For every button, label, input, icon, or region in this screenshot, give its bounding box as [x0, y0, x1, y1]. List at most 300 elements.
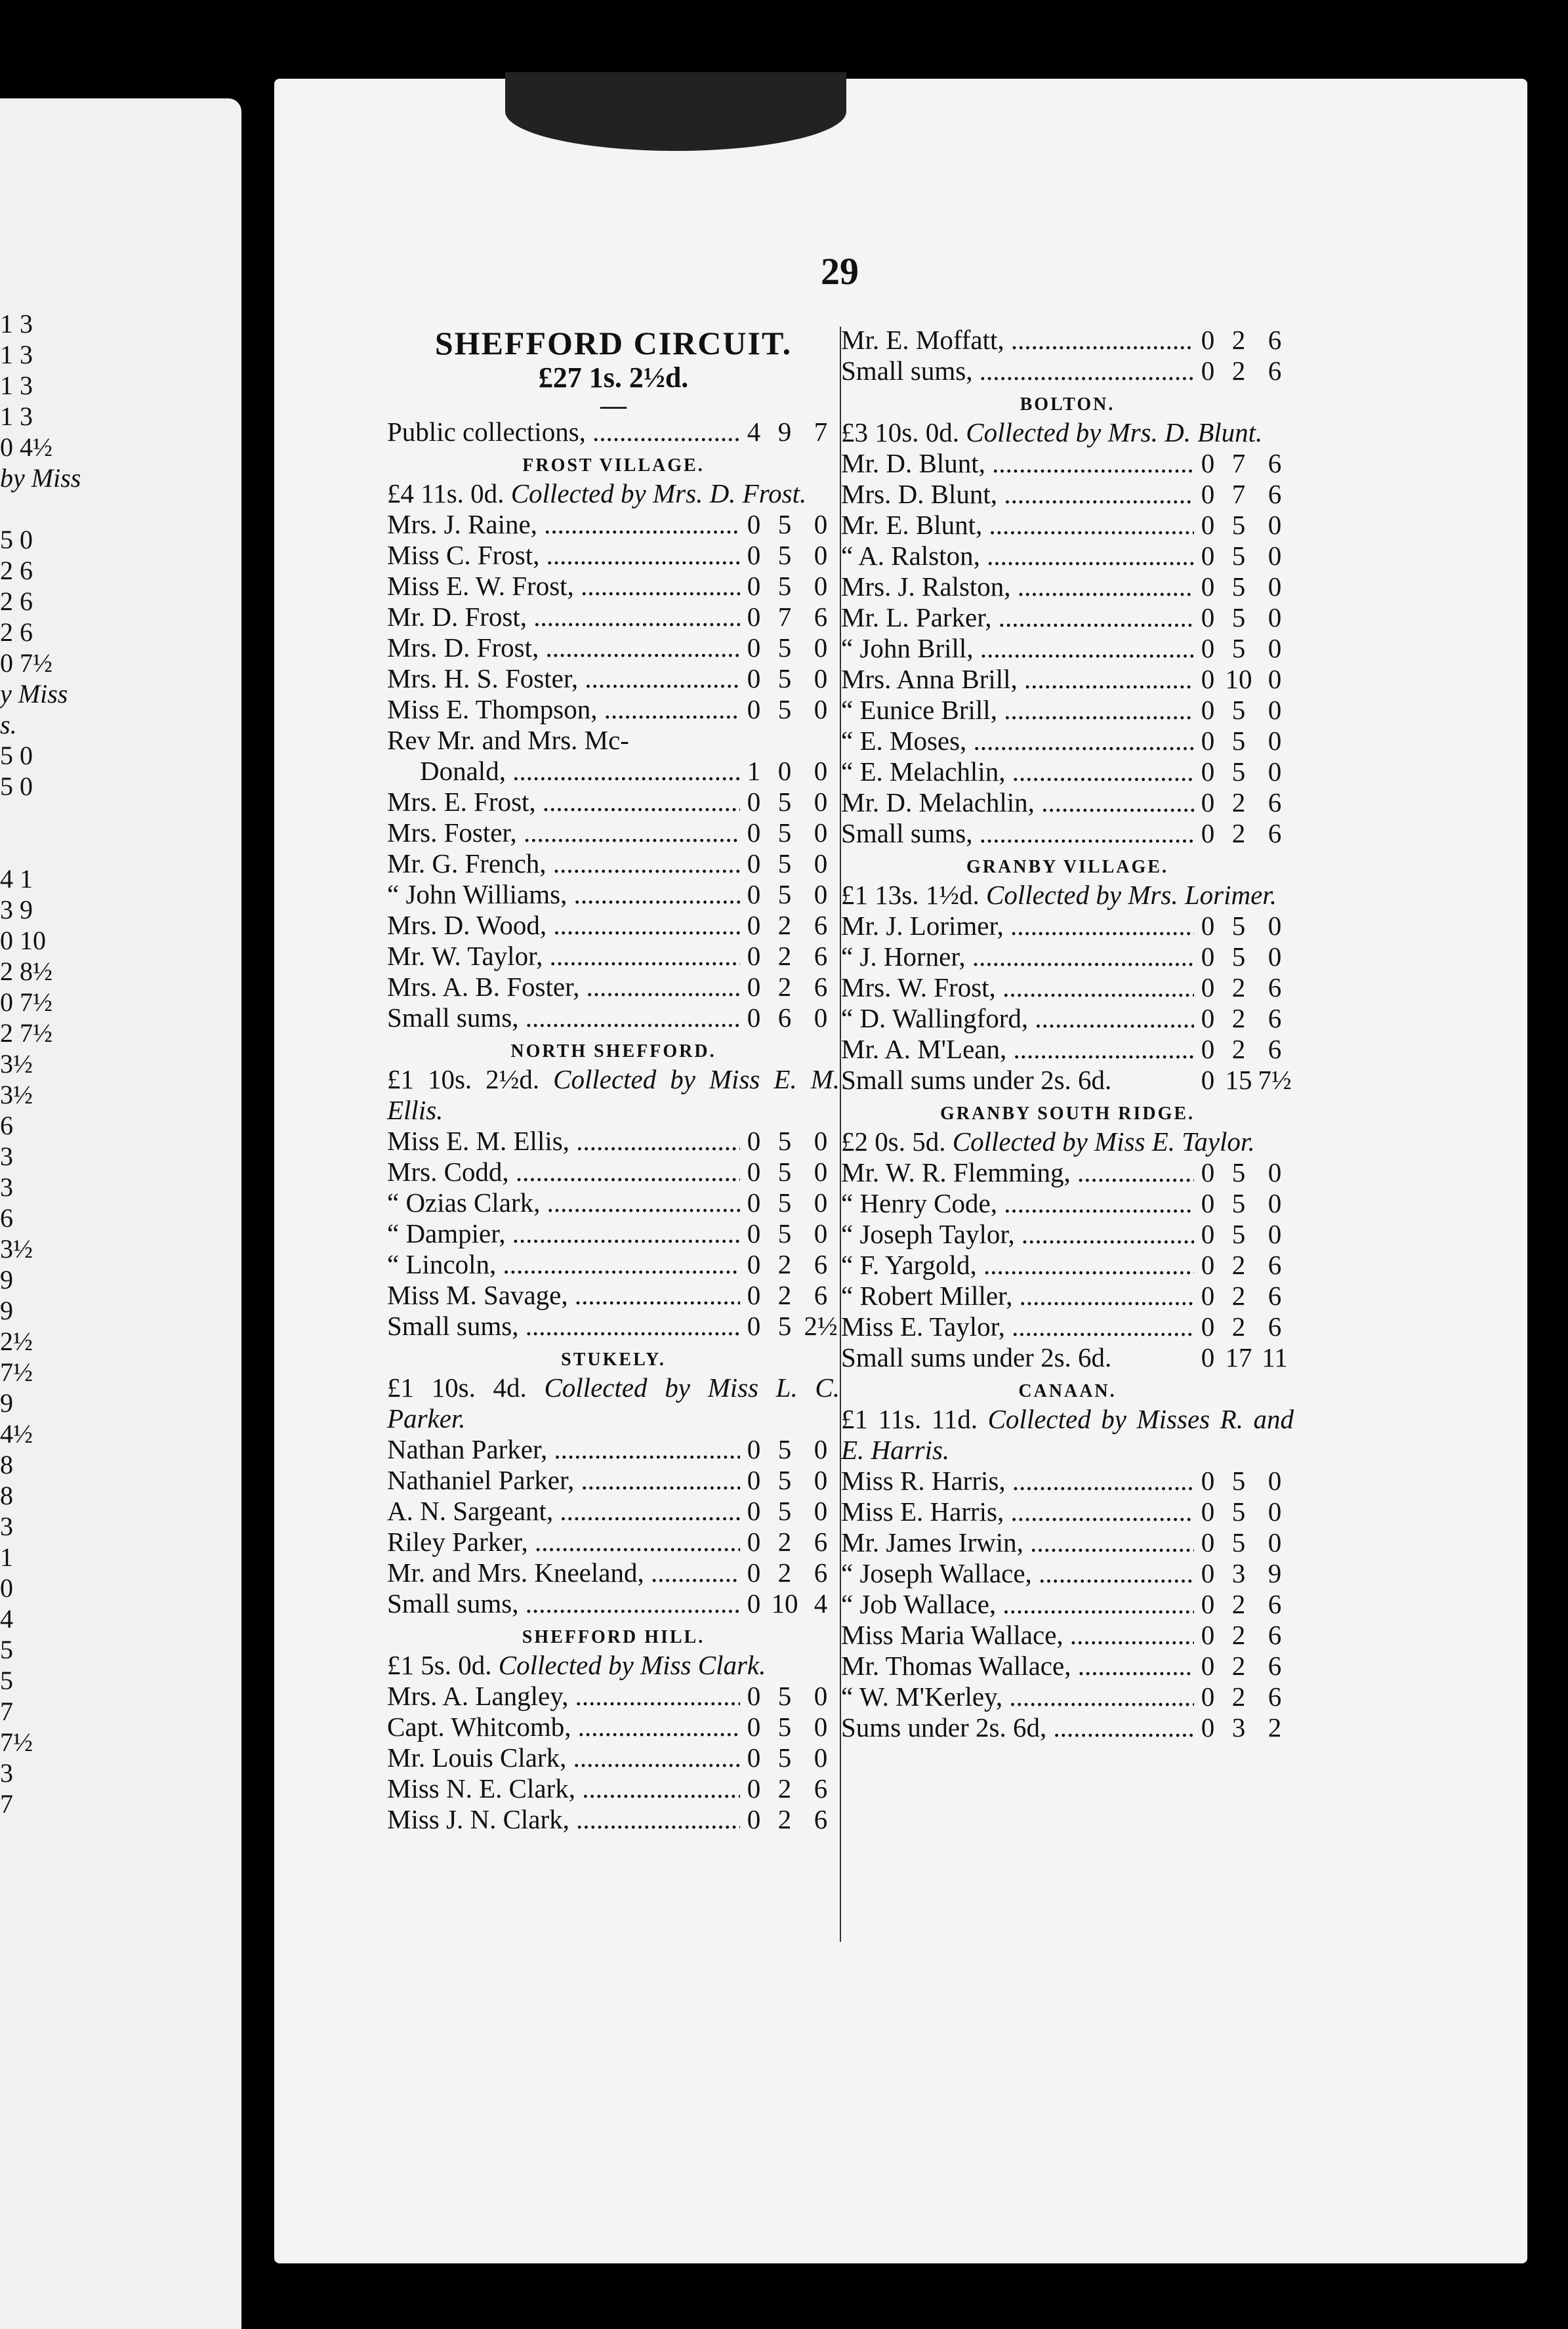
entry-name: Nathaniel Parker, ..... — [387, 1465, 740, 1496]
entry-name: Mr. E. Blunt, ..... — [841, 510, 1194, 541]
left-page-fragments — [0, 308, 118, 1819]
entry-pence: 0 — [814, 817, 828, 848]
collected-amount: £1 13s. 1½d. — [841, 880, 986, 910]
entry-pounds: 0 — [1201, 1034, 1215, 1064]
entry-row — [387, 1557, 840, 1588]
entry-pounds: 0 — [1201, 1589, 1215, 1619]
entry-pounds: 0 — [1201, 695, 1215, 725]
entry-row — [387, 817, 840, 848]
entry-row — [841, 633, 1294, 664]
entry-row — [387, 602, 840, 632]
entry-name: “ Lincoln, ..... — [387, 1249, 740, 1280]
entry-pence: 6 — [814, 1249, 828, 1279]
entry-name: Miss C. Frost, ..... — [387, 540, 740, 571]
entry-name: Small sums, ..... — [841, 818, 1194, 849]
entry-pence: 0 — [814, 756, 828, 786]
entry-pounds: 0 — [747, 571, 761, 601]
entry-row — [841, 664, 1294, 695]
entry-pounds: 0 — [1201, 1157, 1215, 1187]
fragment-line: 5 0 — [0, 772, 33, 801]
entry-row — [387, 787, 840, 817]
fragment-line: 9 — [0, 1388, 13, 1418]
entry-row — [841, 1651, 1294, 1681]
fragment-line: 0 10 — [0, 926, 46, 955]
entry-name: Capt. Whitcomb, ..... — [387, 1712, 740, 1742]
entry-row — [387, 910, 840, 941]
entry-name: Mr. D. Frost, ..... — [387, 602, 740, 632]
left-column — [387, 325, 840, 1835]
entry-name: “ Joseph Wallace, ..... — [841, 1558, 1194, 1589]
fragment-line: 4 — [0, 1604, 13, 1634]
fragment-line: 7 — [0, 1697, 13, 1726]
collected-by: Collected by Miss Clark. — [498, 1650, 766, 1680]
entry-pounds: 0 — [1201, 941, 1215, 972]
entry-row — [387, 1249, 840, 1280]
entry-shillings: 5 — [777, 879, 792, 909]
fragment-line — [0, 833, 118, 863]
entry-shillings: 5 — [1231, 756, 1246, 787]
entry-pence: 0 — [814, 663, 828, 693]
entry-shillings: 5 — [1231, 941, 1246, 972]
entry-shillings: 2 — [777, 1527, 792, 1557]
entry-pounds: 0 — [1201, 756, 1215, 787]
entry-pence: 0 — [814, 1218, 828, 1248]
entry-pounds: 0 — [747, 1280, 761, 1310]
entry-pounds: 0 — [747, 1588, 761, 1618]
entry-row — [841, 787, 1294, 818]
entry-pounds: 0 — [1201, 1712, 1215, 1742]
collected-by: Collected by Mrs. D. Blunt. — [966, 417, 1263, 447]
entry-name: Mrs. W. Frost, ..... — [841, 972, 1194, 1003]
page-number: 29 — [821, 250, 859, 293]
entry-pounds: 1 — [747, 756, 761, 786]
entry-row — [387, 1218, 840, 1249]
fragment-line: by Miss — [0, 463, 81, 493]
entry-name: “ Job Wallace, ..... — [841, 1589, 1194, 1620]
entry-shillings: 5 — [777, 663, 792, 693]
entry-shillings: 5 — [777, 694, 792, 724]
fragment-line: 0 7½ — [0, 987, 52, 1017]
section-heading: GRANBY VILLAGE. — [966, 857, 1168, 877]
entry-row — [841, 1188, 1294, 1219]
entry-pence: 0 — [814, 1496, 828, 1526]
fragment-line — [0, 802, 118, 833]
entry-pounds: 0 — [1201, 1496, 1215, 1527]
entry-pounds: 0 — [1201, 1558, 1215, 1588]
entry-shillings: 2 — [1231, 1281, 1246, 1311]
entry-shillings: 10 — [771, 1588, 798, 1618]
entry-name: Mrs. D. Blunt, ..... — [841, 479, 1194, 510]
entry-pence: 0 — [1268, 756, 1282, 787]
entry-pounds: 0 — [1201, 1681, 1215, 1712]
entry-shillings: 5 — [1231, 1527, 1246, 1557]
collected-line — [841, 1126, 1294, 1157]
entry-pounds: 0 — [747, 1712, 761, 1742]
fragment-line: 0 4½ — [0, 432, 52, 462]
entry-pounds: 0 — [1201, 1003, 1215, 1033]
section-shefford-hill — [387, 1619, 840, 1835]
collected-amount: £1 11s. 11d. — [841, 1404, 988, 1434]
entry-row — [841, 479, 1294, 510]
fragment-line: 2 6 — [0, 556, 33, 585]
entry-pence: 2½ — [804, 1311, 838, 1341]
entry-shillings: 5 — [1231, 1219, 1246, 1249]
entry-pence: 0 — [1268, 1527, 1282, 1557]
fragment-line: 9 — [0, 1265, 13, 1294]
entry-row — [387, 1527, 840, 1557]
entry-pounds: 0 — [747, 1681, 761, 1711]
public-collections-row — [387, 417, 840, 447]
entry-pounds: 0 — [747, 663, 761, 693]
entry-pounds: 0 — [1201, 1311, 1215, 1342]
entry-row — [841, 1342, 1294, 1373]
entry-pence: 6 — [814, 1527, 828, 1557]
entry-pence: 6 — [814, 972, 828, 1002]
entry-pounds: 0 — [747, 1527, 761, 1557]
section-canaan — [841, 1373, 1294, 1743]
entry-shillings: 5 — [1231, 633, 1246, 663]
entry-pounds: 0 — [747, 879, 761, 909]
entry-pounds: 0 — [747, 1187, 761, 1218]
entry-name: Small sums, ..... — [387, 1002, 740, 1033]
entry-pence: 11 — [1262, 1342, 1288, 1372]
entry-row — [387, 1126, 840, 1157]
entry-pence: 0 — [1268, 1157, 1282, 1187]
entry-name: “ F. Yargold, ..... — [841, 1250, 1194, 1281]
entry-pence: 6 — [1268, 1003, 1282, 1033]
entry-pounds: 0 — [747, 1126, 761, 1156]
entry-name: Mrs. J. Ralston, ..... — [841, 571, 1194, 602]
entry-row — [841, 602, 1294, 633]
entry-shillings: 2 — [1231, 787, 1246, 817]
entry-name: Miss Maria Wallace, ..... — [841, 1620, 1194, 1651]
entry-pounds: 0 — [1201, 1527, 1215, 1557]
entry-name: Miss E. Thompson, ..... — [387, 694, 740, 725]
fragment-line: 0 — [0, 1573, 13, 1603]
fragment-line: 1 3 — [0, 340, 33, 369]
entry-shillings: 2 — [1231, 1003, 1246, 1033]
entry-shillings: 7 — [1231, 448, 1246, 478]
entry-name: Mr. A. M'Lean, ..... — [841, 1034, 1194, 1065]
entry-shillings: 5 — [777, 787, 792, 817]
entry-name: A. N. Sargeant, ..... — [387, 1496, 740, 1527]
fragment-line: 4½ — [0, 1419, 33, 1449]
entry-pence: 0 — [814, 694, 828, 724]
entry-pounds: 0 — [747, 1557, 761, 1588]
entry-shillings: 2 — [1231, 1589, 1246, 1619]
entry-pence: 6 — [814, 1804, 828, 1834]
fragment-line: 9 — [0, 1296, 13, 1325]
entry-shillings: 2 — [777, 1557, 792, 1588]
entry-pounds: 0 — [747, 1496, 761, 1526]
entry-shillings: 2 — [1231, 325, 1246, 355]
entry-shillings: 9 — [777, 417, 792, 447]
entry-shillings: 2 — [1231, 972, 1246, 1002]
fragment-line: 4 1 — [0, 864, 33, 894]
entry-shillings: 5 — [777, 509, 792, 539]
entry-pence: 0 — [814, 1126, 828, 1156]
entry-shillings: 7 — [777, 602, 792, 632]
entry-pence: 6 — [1268, 448, 1282, 478]
entry-name: Small sums, ..... — [387, 1311, 740, 1342]
entry-name: Miss E. Taylor, ..... — [841, 1311, 1194, 1342]
entry-shillings: 2 — [777, 910, 792, 940]
entry-shillings: 5 — [777, 632, 792, 663]
entry-pence: 6 — [1268, 1681, 1282, 1712]
entry-name: Small sums, ..... — [387, 1588, 740, 1619]
entry-pence: 9 — [1268, 1558, 1282, 1588]
entry-row — [841, 571, 1294, 602]
entry-name: Donald, ..... — [387, 756, 740, 787]
entry-pence: 6 — [1268, 1034, 1282, 1064]
entry-pounds: 0 — [747, 1773, 761, 1803]
entry-pounds: 0 — [747, 1002, 761, 1033]
entry-shillings: 5 — [1231, 695, 1246, 725]
entry-name: Public collections, ..... — [387, 417, 740, 447]
entry-name: Miss R. Harris, ..... — [841, 1466, 1194, 1496]
fragment-line: 2 7½ — [0, 1018, 52, 1048]
entry-pence: 0 — [814, 509, 828, 539]
entry-row — [841, 726, 1294, 756]
entry-name: Mrs. A. Langley, ..... — [387, 1681, 740, 1712]
entry-shillings: 5 — [777, 817, 792, 848]
entry-pence: 7 — [814, 417, 828, 447]
entry-shillings: 2 — [777, 972, 792, 1002]
section-stukely — [387, 1342, 840, 1619]
entry-pence: 0 — [1268, 633, 1282, 663]
entry-row — [841, 911, 1294, 941]
entry-name: Mr. E. Moffatt, ..... — [841, 325, 1194, 356]
entry-name: Mrs. J. Raine, ..... — [387, 509, 740, 540]
fragment-line: 7 — [0, 1789, 13, 1819]
entry-row — [841, 510, 1294, 541]
entry-pounds: 0 — [747, 1804, 761, 1834]
entry-pounds: 0 — [1201, 1188, 1215, 1218]
collected-line — [387, 1372, 840, 1434]
entry-name: Mr. D. Melachlin, ..... — [841, 787, 1194, 818]
section-granby-south-ridge — [841, 1096, 1294, 1373]
entry-name: Small sums under 2s. 6d. — [841, 1065, 1112, 1095]
entry-row — [841, 541, 1294, 571]
entry-shillings: 5 — [1231, 726, 1246, 756]
entry-row — [387, 1157, 840, 1187]
fragment-line: 3 9 — [0, 895, 33, 924]
entry-pounds: 0 — [1201, 911, 1215, 941]
entry-pounds: 0 — [747, 1218, 761, 1248]
entry-name: Mrs. E. Frost, ..... — [387, 787, 740, 817]
entry-row — [841, 818, 1294, 849]
fragment-line: 6 — [0, 1203, 13, 1233]
entry-row — [841, 325, 1294, 356]
entry-name: Mrs. Codd, ..... — [387, 1157, 740, 1187]
fragment-line: 2½ — [0, 1327, 33, 1356]
entry-name: “ W. M'Kerley, ..... — [841, 1681, 1194, 1712]
entry-name: Mrs. D. Wood, ..... — [387, 910, 740, 941]
fragment-line: 0 7½ — [0, 648, 52, 678]
entry-pounds: 0 — [747, 1742, 761, 1773]
entry-row — [387, 756, 840, 787]
fragment-line: 3½ — [0, 1080, 33, 1109]
entry-pence: 0 — [814, 1465, 828, 1495]
entry-pounds: 0 — [1201, 541, 1215, 571]
entry-shillings: 2 — [777, 1804, 792, 1834]
entry-pence: 6 — [814, 910, 828, 940]
entry-pounds: 0 — [1201, 1342, 1215, 1372]
entry-pounds: 0 — [747, 1157, 761, 1187]
entry-name: “ John Brill, ..... — [841, 633, 1194, 664]
fragment-line: 7½ — [0, 1357, 33, 1387]
entry-pence: 0 — [1268, 1188, 1282, 1218]
entry-name: “ Ozias Clark, ..... — [387, 1187, 740, 1218]
entry-name: Mrs. Foster, ..... — [387, 817, 740, 848]
entry-name: Mr. Louis Clark, ..... — [387, 1742, 740, 1773]
entry-row — [387, 1434, 840, 1465]
entry-name: “ J. Horner, ..... — [841, 941, 1194, 972]
entry-pence: 2 — [1268, 1712, 1282, 1742]
entry-shillings: 2 — [777, 1773, 792, 1803]
entry-shillings: 5 — [1231, 510, 1246, 540]
entry-name: Miss J. N. Clark, ..... — [387, 1804, 740, 1835]
entry-pence: 0 — [1268, 571, 1282, 602]
entry-row — [387, 1712, 840, 1742]
entry-shillings: 5 — [777, 540, 792, 570]
entry-pence: 6 — [1268, 356, 1282, 386]
entry-shillings: 5 — [1231, 602, 1246, 632]
entry-row — [841, 1157, 1294, 1188]
entry-shillings: 0 — [777, 756, 792, 786]
entry-name: Miss E. W. Frost, ..... — [387, 571, 740, 602]
entry-row — [387, 972, 840, 1002]
entry-shillings: 5 — [1231, 1188, 1246, 1218]
entry-pence: 0 — [814, 848, 828, 878]
entry-name: “ Henry Code, ..... — [841, 1188, 1194, 1219]
entry-pounds: 0 — [1201, 1466, 1215, 1496]
entry-pence: 0 — [814, 632, 828, 663]
entry-row — [387, 663, 840, 694]
collected-by: Collected by Mrs. D. Frost. — [510, 478, 807, 508]
entry-pence: 0 — [814, 1002, 828, 1033]
entry-row — [387, 632, 840, 663]
entry-pounds: 0 — [747, 848, 761, 878]
entry-row — [387, 1280, 840, 1311]
entry-name: “ E. Moses, ..... — [841, 726, 1194, 756]
entry-row — [387, 1773, 840, 1804]
entry-name: Riley Parker, ..... — [387, 1527, 740, 1557]
entry-pence: 0 — [1268, 1466, 1282, 1496]
entry-row — [387, 1311, 840, 1342]
entry-name: Small sums, ..... — [841, 356, 1194, 386]
fragment-line: 5 — [0, 1666, 13, 1695]
entry-row — [841, 1712, 1294, 1743]
entry-name: Mr. D. Blunt, ..... — [841, 448, 1194, 479]
entry-row — [387, 540, 840, 571]
entry-name: Mr. and Mrs. Kneeland, ..... — [387, 1557, 740, 1588]
entry-row — [841, 756, 1294, 787]
entry-pence: 0 — [1268, 541, 1282, 571]
entry-shillings: 5 — [777, 1496, 792, 1526]
fragment-line: 8 — [0, 1481, 13, 1510]
entry-pounds: 0 — [1201, 1281, 1215, 1311]
entry-shillings: 2 — [1231, 1250, 1246, 1280]
entry-shillings: 10 — [1225, 664, 1252, 694]
entry-shillings: 5 — [1231, 1496, 1246, 1527]
entry-pounds: 0 — [747, 632, 761, 663]
fragment-line: 3 — [0, 1142, 13, 1171]
entry-name: Mr. W. Taylor, ..... — [387, 941, 740, 972]
entry-pounds: 0 — [747, 910, 761, 940]
entry-pounds: 0 — [1201, 1065, 1215, 1095]
entry-pounds: 0 — [747, 787, 761, 817]
entry-pence: 0 — [814, 1434, 828, 1464]
collected-by: Collected by Miss E. M. Ellis. — [387, 1064, 840, 1125]
entry-pounds: 0 — [747, 972, 761, 1002]
section-heading: STUKELY. — [561, 1350, 666, 1370]
entry-name: Small sums under 2s. 6d. — [841, 1342, 1112, 1372]
entry-row — [387, 1588, 840, 1619]
entry-shillings: 5 — [777, 1187, 792, 1218]
entry-shillings: 2 — [1231, 1620, 1246, 1650]
section-heading: NORTH SHEFFORD. — [510, 1041, 716, 1061]
entry-shillings: 2 — [777, 1249, 792, 1279]
entry-name: “ Dampier, ..... — [387, 1218, 740, 1249]
entry-pence: 6 — [1268, 1250, 1282, 1280]
entry-pounds: 0 — [747, 817, 761, 848]
collected-line — [841, 880, 1294, 911]
entry-pounds: 0 — [1201, 510, 1215, 540]
entry-row — [387, 1002, 840, 1033]
entry-name: Mr. L. Parker, ..... — [841, 602, 1194, 633]
entry-name: “ Eunice Brill, ..... — [841, 695, 1194, 726]
circuit-total: £27 1s. 2½d. — [538, 361, 689, 394]
entry-name: Mrs. A. B. Foster, ..... — [387, 972, 740, 1002]
collected-amount: £1 5s. 0d. — [387, 1650, 499, 1680]
entry-row — [841, 1003, 1294, 1034]
entry-shillings: 5 — [777, 1218, 792, 1248]
entry-pounds: 0 — [1201, 1219, 1215, 1249]
entry-pence: 6 — [1268, 818, 1282, 848]
entry-pounds: 0 — [747, 509, 761, 539]
collected-line — [387, 1650, 840, 1681]
entry-pence: 0 — [1268, 664, 1282, 694]
entry-pounds: 0 — [1201, 726, 1215, 756]
section-heading: GRANBY SOUTH RIDGE. — [939, 1103, 1195, 1124]
entry-row — [387, 1465, 840, 1496]
fragment-line: 1 3 — [0, 309, 33, 339]
entry-pence: 6 — [1268, 1620, 1282, 1650]
entry-pence: 7½ — [1258, 1065, 1292, 1095]
collected-by: Collected by Misses R. and E. Harris. — [841, 1404, 1294, 1465]
section-heading: CANAAN. — [1018, 1381, 1117, 1401]
entry-row — [841, 1311, 1294, 1342]
collected-amount: £4 11s. 0d. — [387, 478, 511, 508]
entry-row — [841, 941, 1294, 972]
fragment-line: 1 — [0, 1542, 13, 1572]
entry-shillings: 5 — [777, 1742, 792, 1773]
collected-line — [387, 1064, 840, 1126]
title-dash: — — [600, 390, 627, 420]
entry-pence: 0 — [1268, 602, 1282, 632]
entry-pounds: 0 — [1201, 633, 1215, 663]
entry-pence: 6 — [1268, 1281, 1282, 1311]
entry-pence: 6 — [1268, 325, 1282, 355]
entry-pounds: 0 — [1201, 448, 1215, 478]
entry-name: “ E. Melachlin, ..... — [841, 756, 1194, 787]
entry-shillings: 5 — [1231, 541, 1246, 571]
entry-pence: 0 — [814, 540, 828, 570]
entry-shillings: 5 — [777, 1126, 792, 1156]
entry-pence: 6 — [1268, 479, 1282, 509]
collected-amount: £1 10s. 2½d. — [387, 1064, 554, 1094]
